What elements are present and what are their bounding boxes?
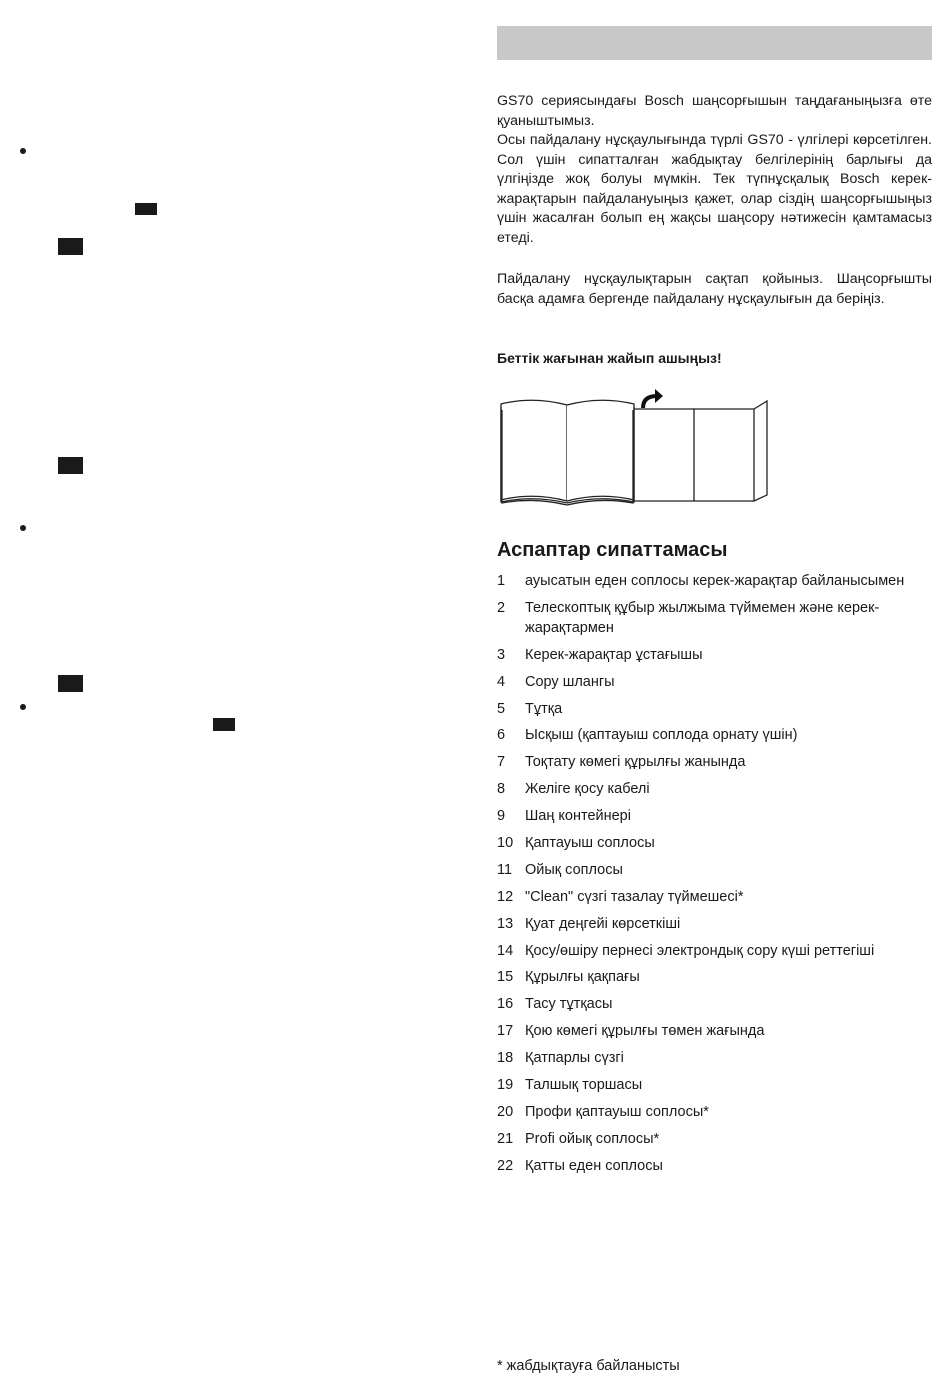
item-text: Қатты еден соплосы (525, 1157, 663, 1174)
list-item (497, 1075, 937, 1095)
list-item (497, 598, 937, 638)
list-item (497, 1021, 937, 1041)
item-number: 5 (497, 700, 506, 717)
intro-paragraph-1: GS70 сериясындағы Bosch шаңсорғышын таңдағаныңызға өте қуаныштымыз. (497, 93, 932, 129)
list-item (497, 725, 937, 745)
list-item (497, 860, 937, 880)
list-item (497, 699, 937, 719)
item-text: Шаң контейнері (525, 808, 631, 825)
item-number: 11 (497, 861, 513, 878)
item-number: 12 (497, 888, 514, 905)
list-item (497, 1129, 937, 1149)
item-text: Қуат деңгейі көрсеткіші (525, 915, 681, 932)
item-text: Ойық соплосы (525, 861, 623, 878)
item-number: 7 (497, 754, 506, 771)
item-text: Ысқыш (қаптауыш соплода орнату үшін) (525, 727, 798, 744)
item-text: Құрылғы қақпағы (525, 969, 640, 986)
item-text: Профи қаптауыш соплосы* (525, 1103, 709, 1120)
marker-box-2 (58, 238, 83, 255)
item-text: "Clean" сүзгі тазалау түймешесі* (525, 888, 744, 905)
item-number: 13 (497, 915, 514, 932)
list-item (497, 571, 937, 591)
item-number: 4 (497, 673, 506, 690)
list-item (497, 1102, 937, 1122)
item-text: Қатпарлы сүзгі (525, 1050, 624, 1067)
item-number: 17 (497, 1023, 514, 1040)
item-number: 18 (497, 1050, 514, 1067)
footnote: * жабдықтауға байланысты (497, 1358, 680, 1374)
section-title: Аспаптар сипаттамасы (497, 539, 728, 561)
marker-box-4 (58, 675, 83, 692)
item-number: 2 (497, 599, 506, 616)
foldout-illustration (497, 388, 773, 506)
list-item (497, 887, 937, 907)
item-number: 15 (497, 969, 514, 986)
list-item (497, 941, 937, 961)
item-number: 8 (497, 781, 506, 798)
list-item (497, 672, 937, 692)
item-text: Желіге қосу кабелі (525, 781, 650, 798)
item-number: 16 (497, 996, 514, 1013)
bullet-1 (20, 148, 26, 154)
item-text: Қою көмегі құрылғы төмен жағында (525, 1023, 765, 1040)
item-text: Profi ойық соплосы* (525, 1130, 660, 1147)
item-text: Тоқтату көмегі құрылғы жанында (525, 754, 746, 771)
item-text: ауысатын еден соплосы керек-жарақтар байланысымен (525, 573, 905, 589)
parts-list (497, 571, 937, 1183)
list-item (497, 779, 937, 799)
item-number: 19 (497, 1077, 514, 1094)
item-number: 14 (497, 942, 514, 959)
list-item (497, 1156, 937, 1176)
intro-paragraph-2: Осы пайдалану нұсқаулығында түрлі GS70 - үлгілері көрсетілген. Сол үшін сипатталған жабдықтау белгілерінің барлығы да үлгіңізде жоқ болуы мүмкін. Тек түпнұсқалық Bosch керек-жарақтарын пайдалануыңыз қажет, олар сіздің шаңсорғышыңыз үшін жасалған болып ең жақсы шаңсору нәтижесін қамтамасыз етеді. (497, 132, 932, 246)
list-item (497, 914, 937, 934)
item-number: 1 (497, 573, 506, 589)
marker-box-3 (58, 457, 83, 474)
list-item (497, 645, 937, 665)
list-item (497, 752, 937, 772)
bullet-2 (20, 525, 26, 531)
item-number: 6 (497, 727, 506, 744)
item-number: 3 (497, 646, 506, 663)
item-text: Талшық торшасы (525, 1077, 643, 1094)
item-text: Сору шлангы (525, 673, 615, 690)
item-number: 21 (497, 1130, 514, 1147)
marker-box-5 (213, 718, 235, 731)
list-item (497, 806, 937, 826)
marker-box-1 (135, 203, 157, 215)
intro-paragraph-3: Пайдалану нұсқаулықтарын сақтап қойыныз. Шаңсорғышты басқа адамға бергенде пайдалану нұсқаулығын да беріңіз. (497, 271, 932, 307)
item-text: Телескоптық құбыр жылжыма түймемен және керек-жарақтармен (525, 599, 880, 636)
list-item (497, 994, 937, 1014)
item-text: Тасу тұтқасы (525, 996, 613, 1013)
item-number: 22 (497, 1157, 514, 1174)
list-item (497, 1048, 937, 1068)
bullet-3 (20, 704, 26, 710)
item-text: Керек-жарақтар ұстағышы (525, 646, 703, 663)
item-text: Тұтқа (525, 700, 563, 717)
item-text: Қосу/өшіру пернесі электрондық сору күші реттегіші (525, 942, 875, 959)
item-text: Қаптауыш соплосы (525, 835, 655, 852)
item-number: 10 (497, 835, 514, 852)
list-item (497, 967, 937, 987)
header-bar (497, 26, 932, 60)
item-number: 9 (497, 808, 506, 825)
list-item (497, 833, 937, 853)
unfold-note: Беттік жағынан жайып ашыңыз! (497, 350, 722, 366)
item-number: 20 (497, 1103, 514, 1120)
